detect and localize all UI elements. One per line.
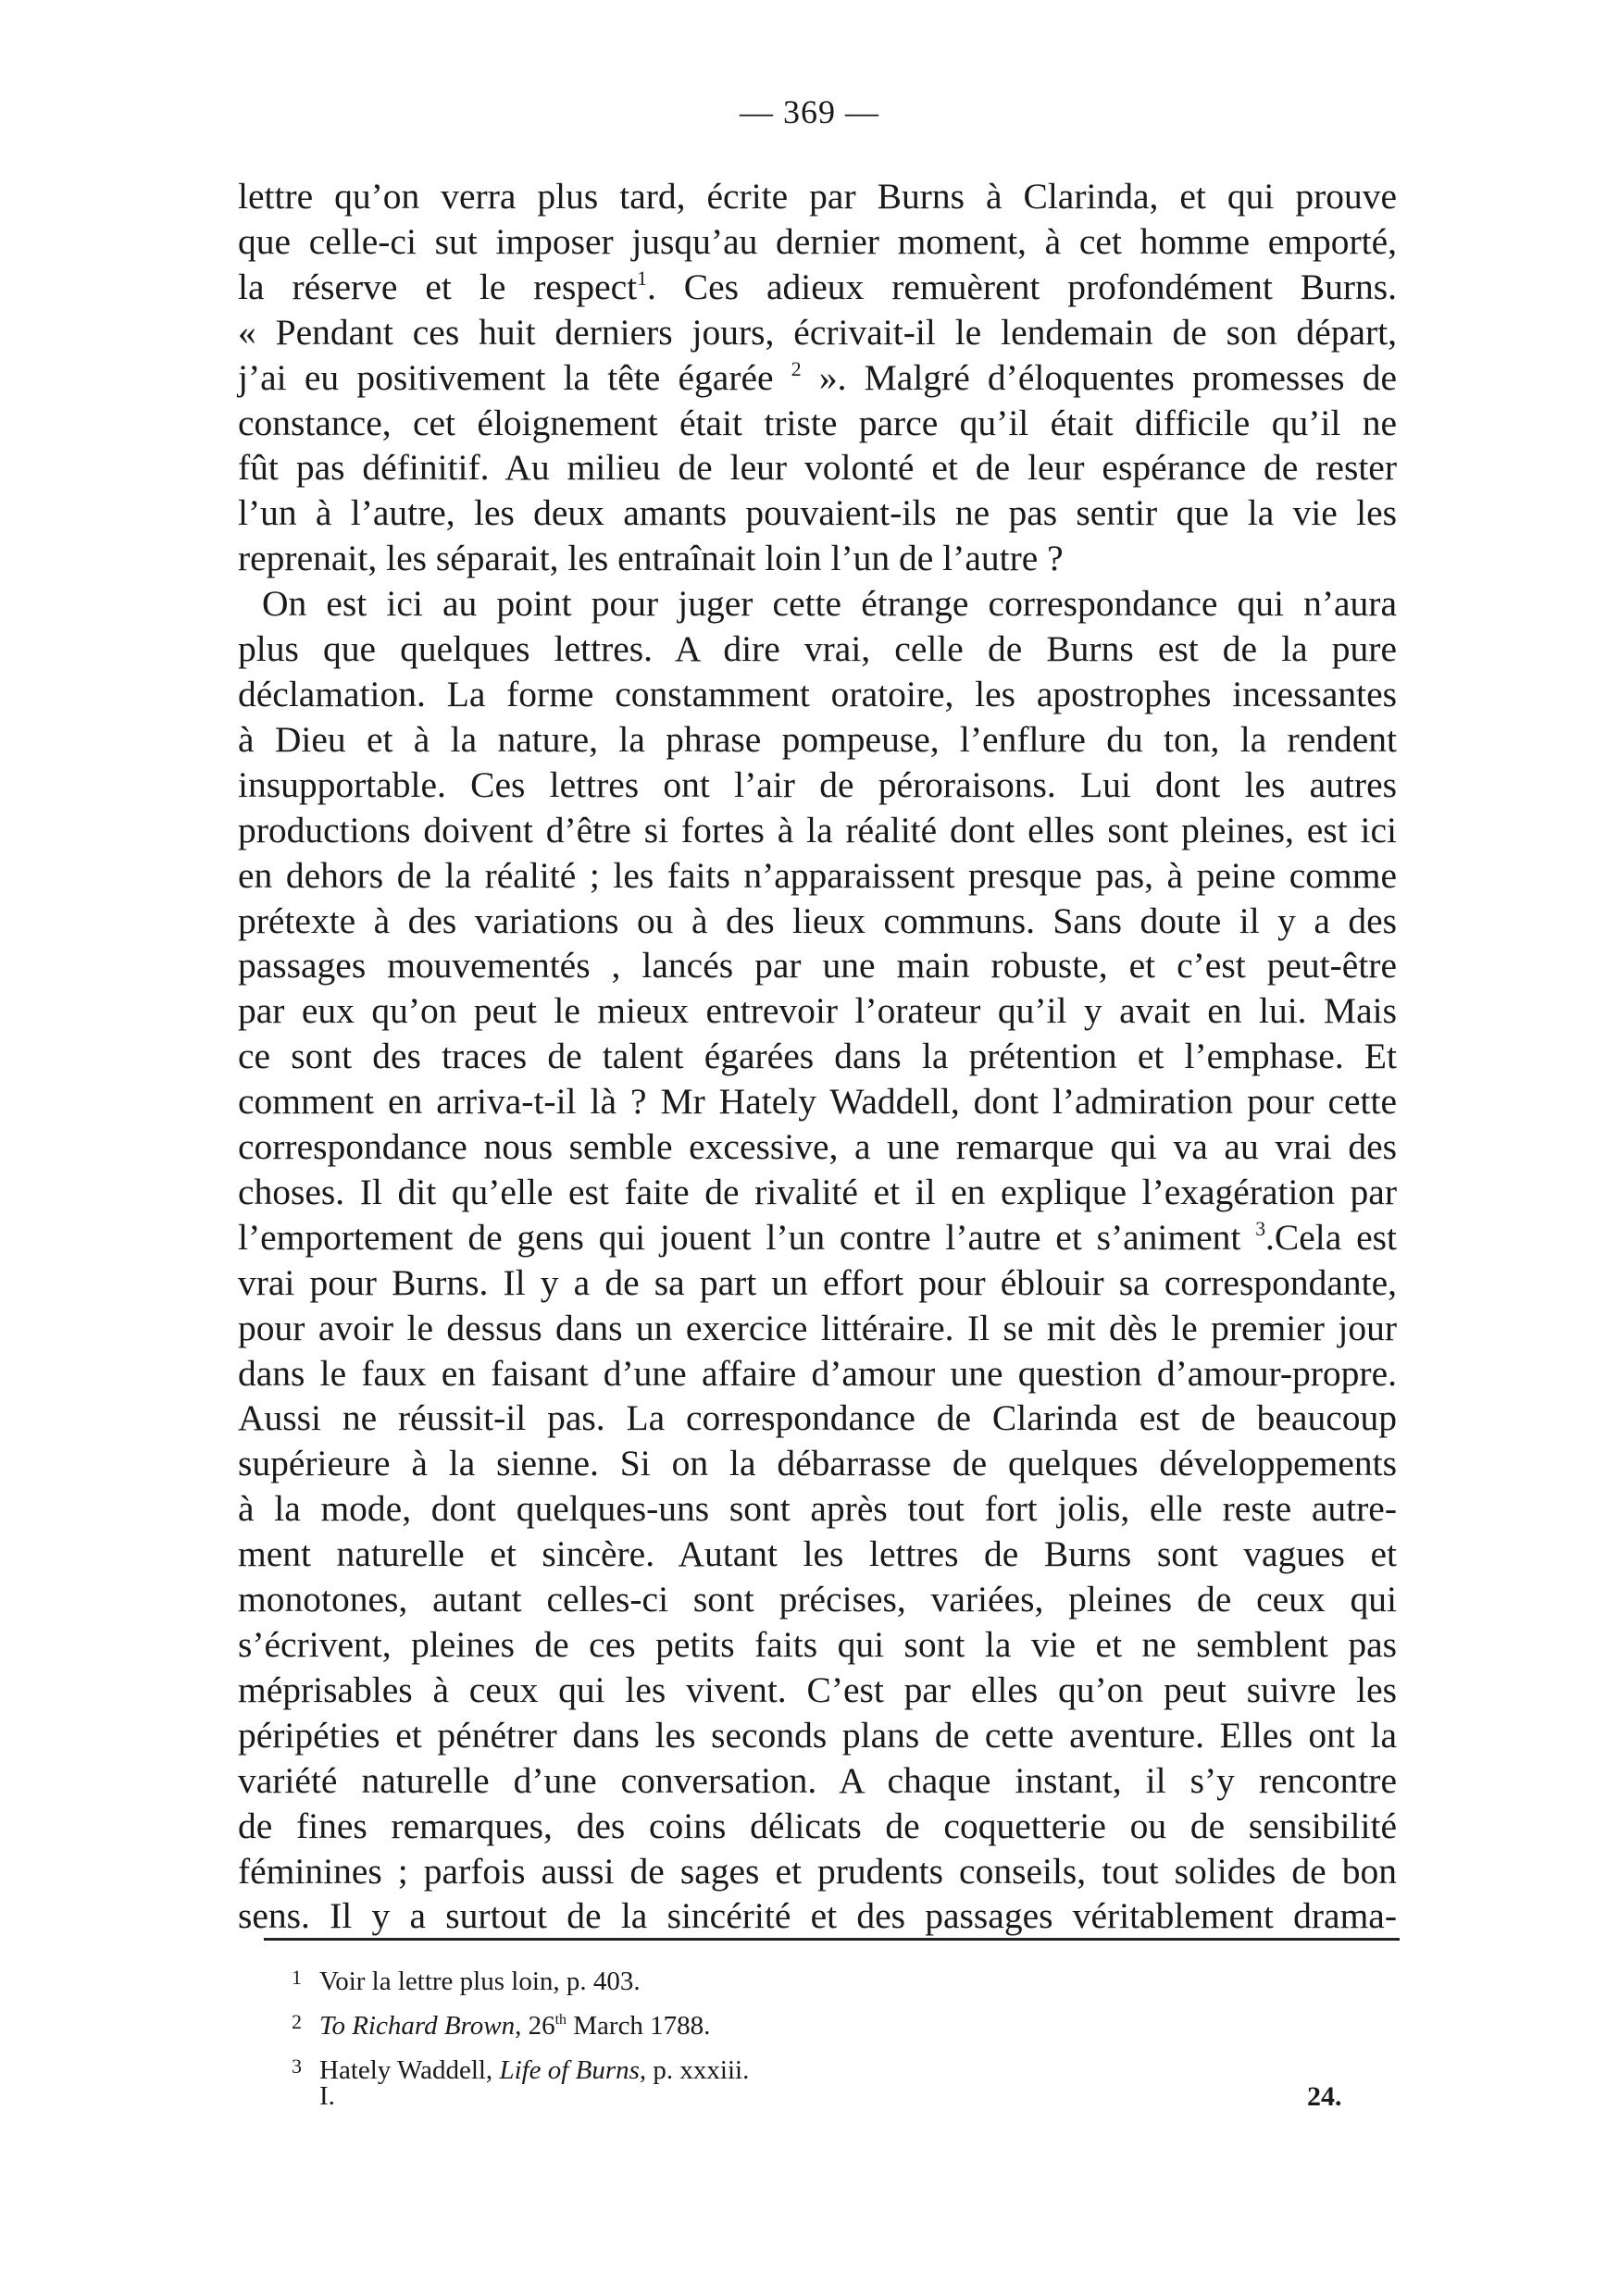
line-text: déclamation. La forme constamment oratoire, les apostrophes incessantes	[238, 673, 1397, 714]
text-line	[238, 310, 1397, 355]
line-text: reprenait, les séparait, les entraînait loin l’un de l’autre ?	[238, 538, 1064, 579]
text-line	[238, 1441, 1397, 1486]
line-text: constance, cet éloignement était triste parce qu’il était difficile qu’il ne	[238, 402, 1397, 443]
text-line	[238, 943, 1397, 988]
text-line	[238, 988, 1397, 1034]
line-text: péripéties et pénétrer dans les seconds plans de cette aventure. Elles ont la	[238, 1714, 1397, 1756]
footnote-title: To Richard Brown	[319, 2011, 516, 2041]
line-text-after: ». Malgré d’éloquentes promesses de	[801, 356, 1397, 398]
line-text: comment en arriva-t-il là ? Mr Hately Waddell, dont l’admiration pour cette	[238, 1081, 1397, 1123]
text-line	[238, 1170, 1397, 1215]
text-line	[238, 1034, 1397, 1079]
text-line	[238, 1532, 1397, 1577]
line-text: supérieure à la sienne. Si on la débarrasse de quelques développements	[238, 1443, 1397, 1484]
footnote	[292, 2046, 1310, 2091]
text-line	[238, 1124, 1397, 1170]
line-text: vrai pour Burns. Il y a de sa part un effort pour éblouir sa correspondante,	[238, 1261, 1397, 1303]
line-text: j’ai eu positivement la tête égarée	[238, 356, 791, 398]
text-line	[238, 763, 1397, 808]
line-text: s’écrivent, pleines de ces petits faits qui sont la vie et ne semblent pas	[238, 1624, 1397, 1665]
line-text: correspondance nous semble excessive, a une remarque qui va au vrai des	[238, 1126, 1397, 1168]
line-text: lettre qu’on verra plus tard, écrite par Burns à Clarinda, et qui prouve	[238, 176, 1397, 217]
text-line	[238, 1622, 1397, 1668]
text-line	[238, 490, 1397, 536]
text-line	[238, 1577, 1397, 1622]
line-text: pour avoir le dessus dans un exercice littéraire. Il se mit dès le premier jour	[238, 1307, 1397, 1348]
footnote-text-after: , p. xxxiii.	[639, 2055, 750, 2085]
line-text: à la mode, dont quelques-uns sont après tout fort jolis, elle reste autre-	[238, 1488, 1397, 1530]
text-line	[238, 1713, 1397, 1758]
page-number: — 369 —	[740, 93, 879, 130]
text-line	[238, 401, 1397, 446]
body-text	[238, 174, 1397, 1939]
text-line	[238, 1849, 1397, 1894]
footnotes	[292, 1957, 1310, 2091]
text-line	[238, 265, 1397, 310]
line-text: la réserve et le respect	[238, 266, 638, 307]
text-line	[238, 899, 1397, 944]
signature-mark: I.	[319, 2081, 335, 2111]
footnote-ref: 2	[791, 357, 802, 380]
line-text: plus que quelques lettres. A dire vrai, celle de Burns est de la pure	[238, 628, 1397, 670]
text-line	[238, 536, 1397, 581]
text-line	[238, 808, 1397, 853]
line-text: ment naturelle et sincère. Autant les lettres de Burns sont vagues et	[238, 1533, 1397, 1575]
line-text-after: . Ces adieux remuèrent profondément Burns.	[647, 266, 1398, 307]
line-text: par eux qu’on peut le mieux entrevoir l’orateur qu’il y avait en lui. Mais	[238, 990, 1397, 1032]
line-text: l’un à l’autre, les deux amants pouvaient-ils ne pas sentir que la vie les	[238, 492, 1397, 534]
text-line	[238, 672, 1397, 717]
line-text: passages mouvementés , lancés par une main robuste, et c’est peut-être	[238, 945, 1397, 987]
footnote-number: 3	[292, 2054, 302, 2078]
footnote-text: , 26	[515, 2011, 555, 2041]
line-text: l’emportement de gens qui jouent l’un contre l’autre et s’animent	[238, 1216, 1256, 1258]
line-text: monotones, autant celles-ci sont précises, variées, pleines de ceux qui	[238, 1579, 1397, 1620]
text-line	[238, 1215, 1397, 1260]
text-line	[238, 853, 1397, 899]
text-line	[238, 445, 1397, 490]
text-line	[238, 1396, 1397, 1441]
text-line	[238, 1804, 1397, 1849]
line-text: méprisables à ceux qui les vivent. C’est par elles qu’on peut suivre les	[238, 1669, 1397, 1710]
text-line	[238, 627, 1397, 672]
line-text: variété naturelle d’une conversation. A chaque instant, il s’y rencontre	[238, 1759, 1397, 1801]
line-text: ce sont des traces de talent égarées dans la prétention et l’emphase. Et	[238, 1036, 1397, 1077]
line-text: en dehors de la réalité ; les faits n’apparaissent presque pas, à peine comme	[238, 854, 1397, 896]
sheet-number: 24.	[1307, 2081, 1342, 2112]
footnote-number: 1	[292, 1966, 302, 1989]
footnote-rule	[264, 1938, 1400, 1941]
line-text: que celle-ci sut imposer jusqu’au dernier moment, à cet homme emporté,	[238, 220, 1397, 262]
text-line	[238, 1079, 1397, 1124]
text-line	[238, 174, 1397, 219]
text-line	[238, 581, 1397, 627]
text-line	[238, 717, 1397, 763]
line-text: fût pas définitif. Au milieu de leur volonté et de leur espérance de rester	[238, 447, 1397, 489]
line-text: insupportable. Ces lettres ont l’air de péroraisons. Lui dont les autres	[238, 763, 1397, 805]
line-text: prétexte à des variations ou à des lieux communs. Sans doute il y a des	[238, 900, 1397, 941]
line-text: choses. Il dit qu’elle est faite de rivalité et il en explique l’exagération par	[238, 1171, 1397, 1212]
footnote	[292, 2002, 1310, 2046]
footnote-number: 2	[292, 2010, 302, 2033]
line-text-after: .Cela est	[1265, 1216, 1397, 1258]
line-text: dans le faux en faisant d’une affaire d’amour une question d’amour-propre.	[238, 1352, 1397, 1394]
text-line	[238, 1758, 1397, 1804]
footnote-text: Voir la lettre plus loin, p. 403.	[319, 1967, 641, 1996]
text-line	[238, 1893, 1397, 1939]
footnote	[292, 1957, 1310, 2002]
text-line	[238, 1351, 1397, 1396]
line-text: « Pendant ces huit derniers jours, écrivait-il le lendemain de son départ,	[238, 311, 1397, 353]
line-text: Aussi ne réussit-il pas. La correspondance de Clarinda est de beaucoup	[238, 1397, 1397, 1439]
line-text: On est ici au point pour juger cette étrange correspondance qui n’aura	[262, 583, 1397, 625]
footnote-text: Hately Waddell,	[319, 2055, 500, 2085]
text-line	[238, 1260, 1397, 1306]
line-text: de fines remarques, des coins délicats de coquetterie ou de sensibilité	[238, 1805, 1397, 1846]
text-line	[238, 1306, 1397, 1351]
footnote-title: Life of Burns	[499, 2055, 640, 2085]
line-text: productions doivent d’être si fortes à la réalité dont elles sont pleines, est ici	[238, 809, 1397, 850]
footnote-ref: 3	[1255, 1217, 1266, 1240]
line-text: sens. Il y a surtout de la sincérité et des passages véritablement drama-	[238, 1895, 1397, 1937]
text-line	[238, 1486, 1397, 1532]
footnote-text-after: March 1788.	[567, 2011, 711, 2041]
footnote-ref: 1	[637, 267, 647, 290]
text-line	[238, 219, 1397, 265]
footnote-sup: th	[554, 2011, 567, 2028]
line-text: à Dieu et à la nature, la phrase pompeuse, l’enflure du ton, la rendent	[238, 718, 1397, 760]
text-line	[238, 1668, 1397, 1713]
line-text: féminines ; parfois aussi de sages et prudents conseils, tout solides de bon	[238, 1850, 1397, 1892]
text-line	[238, 355, 1397, 401]
